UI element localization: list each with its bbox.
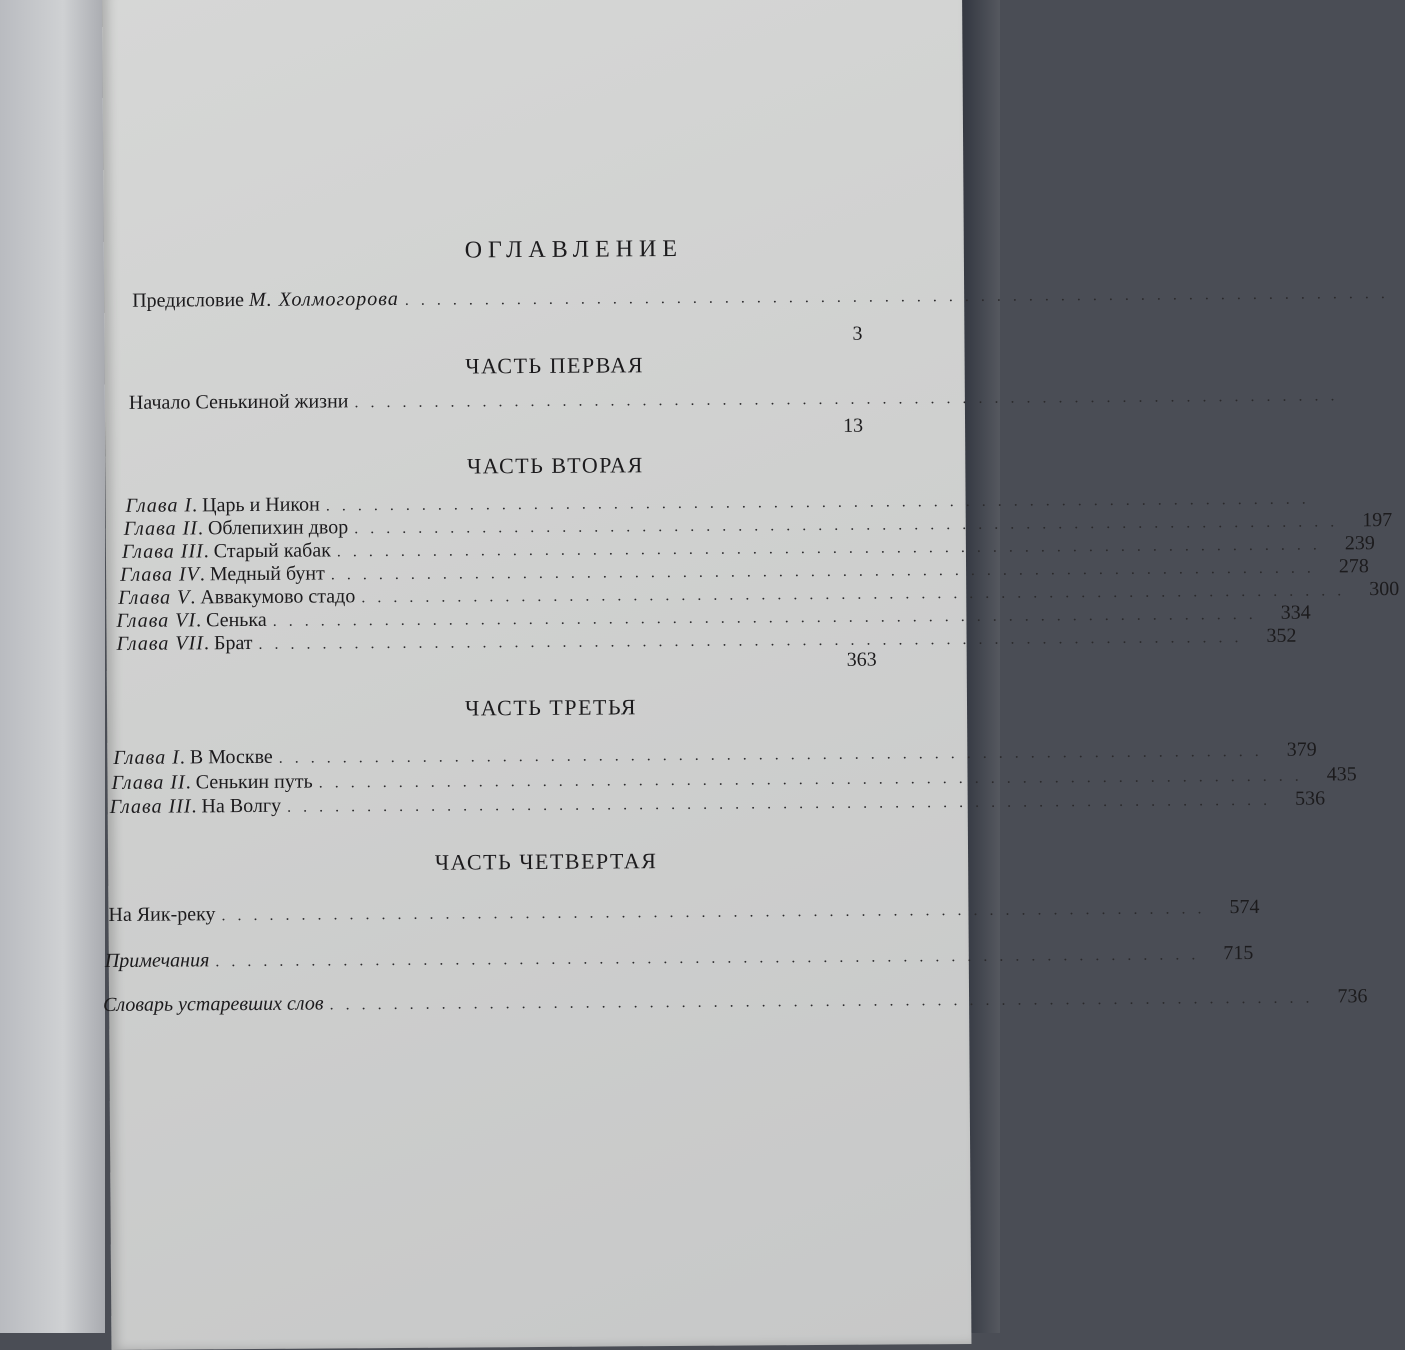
page-number: 715 [1223, 941, 1254, 965]
part2-heading: ЧАСТЬ ВТОРАЯ [466, 452, 644, 479]
chapter-title: Медный бунт [209, 562, 325, 586]
facing-page-edge [0, 0, 105, 1333]
chapter-title: Облепихин двор [207, 516, 349, 540]
part4-heading: ЧАСТЬ ЧЕТВЕРТАЯ [434, 848, 658, 875]
page-number: 363 [846, 648, 877, 671]
dot-leader: .............................................................. [404, 284, 1397, 309]
toc-entry-part2-4: Глава IV. Медный бунт .............................................................. 278 [120, 555, 1369, 586]
preface-author: М. Холмогорова [248, 287, 399, 311]
toc-entry-part3-2: Глава II. Сенькин путь .............................................................. 435 [111, 763, 1357, 794]
notes-label: Примечания [104, 949, 210, 973]
chapter-number: Глава I [113, 746, 180, 769]
toc-entry-part1-1 [128, 387, 1347, 416]
dot-leader: .............................................................. [215, 946, 1208, 971]
page-number: 300 [1369, 577, 1400, 601]
chapter-title: Брат [213, 631, 253, 655]
toc-page-part1-1 [795, 415, 863, 437]
dot-leader: .............................................................. [221, 900, 1214, 925]
chapter-title: Сенька [206, 608, 267, 632]
toc-entry-part2-5: Глава V. Аввакумово стадо .............................................................. 300 [118, 577, 1400, 609]
entry-label: Начало Сенькиной жизни [128, 390, 349, 414]
dot-leader: .............................................................. [272, 605, 1265, 630]
toc-entry-part2-1: Глава I. Царь и Никон .............................................................. [125, 490, 1318, 517]
page-number: 334 [1280, 601, 1311, 624]
chapter-title: Старый кабак [213, 539, 331, 563]
dot-leader: .............................................................. [278, 742, 1271, 767]
toc-page-preface [804, 323, 862, 345]
toc-entry-part2-2: Глава II. Облепихин двор .............................................................. 197 [123, 509, 1393, 540]
dot-leader: .............................................................. [287, 791, 1280, 816]
toc-entry-part2-3: Глава III. Старый кабак .............................................................. 239 [121, 532, 1375, 563]
page-number: 379 [1286, 738, 1317, 761]
part1-heading: ЧАСТЬ ПЕРВАЯ [465, 352, 645, 379]
chapter-number: Глава V [118, 586, 191, 609]
chapter-title: Сенькин путь [195, 770, 313, 794]
chapter-title: Царь и Никон [202, 493, 320, 517]
page-title: ОГЛАВЛЕНИЕ [464, 235, 684, 264]
toc-entry-preface [132, 284, 1397, 314]
toc-entry-glossary [103, 985, 1368, 1018]
chapter-title: На Волгу [201, 794, 282, 818]
chapter-number: Глава VI [116, 609, 197, 632]
glossary-label: Словарь устаревших слов [103, 992, 324, 1017]
toc-entry-notes [104, 941, 1254, 974]
contents-page [102, 0, 1400, 1350]
chapter-title: Аввакумово стадо [200, 585, 356, 609]
toc-entry-part3-3: Глава III. На Волгу .............................................................. 536 [109, 787, 1326, 818]
toc-entry-part3-1: Глава I. В Москве .............................................................. 379 [113, 738, 1317, 769]
dot-leader: .............................................................. [258, 628, 1251, 653]
toc-page-part2-last [797, 649, 877, 672]
page-number: 197 [1362, 509, 1393, 532]
chapter-number: Глава I [125, 494, 193, 517]
page-number: 574 [1229, 895, 1260, 919]
page-number: 239 [1344, 532, 1375, 555]
page-number: 13 [842, 414, 864, 437]
toc-entry-part2-7: Глава VII. Брат .............................................................. 352 [116, 624, 1297, 655]
dot-leader: .............................................................. [330, 559, 1323, 584]
page-number: 3 [852, 322, 863, 345]
dot-leader: .............................................................. [354, 387, 1347, 412]
dot-leader: .............................................................. [336, 536, 1329, 561]
page-number: 435 [1326, 763, 1357, 786]
dot-leader: .............................................................. [354, 513, 1347, 538]
chapter-number: Глава IV [120, 563, 200, 586]
toc-entry-part2-6: Глава VI. Сенька .............................................................. 334 [116, 601, 1311, 632]
entry-label: На Яик-реку [108, 903, 216, 926]
chapter-number: Глава II [123, 517, 198, 540]
dot-leader: .............................................................. [329, 989, 1322, 1014]
page-number: 736 [1337, 985, 1368, 1008]
page-number: 278 [1338, 555, 1369, 578]
dot-leader: .............................................................. [318, 767, 1311, 792]
page-number: 536 [1295, 787, 1326, 810]
page-number: 352 [1266, 624, 1297, 647]
chapter-number: Глава III [121, 540, 204, 563]
chapter-number: Глава III [109, 795, 192, 818]
preface-label: Предисловие [132, 289, 245, 312]
part3-heading: ЧАСТЬ ТРЕТЬЯ [464, 694, 638, 721]
dot-leader: .............................................................. [361, 582, 1354, 607]
dot-leader: .............................................................. [325, 490, 1318, 515]
chapter-title: В Москве [189, 745, 273, 769]
toc-entry-part4-1 [108, 895, 1260, 928]
chapter-number: Глава VII [116, 632, 204, 655]
chapter-number: Глава II [111, 771, 186, 794]
